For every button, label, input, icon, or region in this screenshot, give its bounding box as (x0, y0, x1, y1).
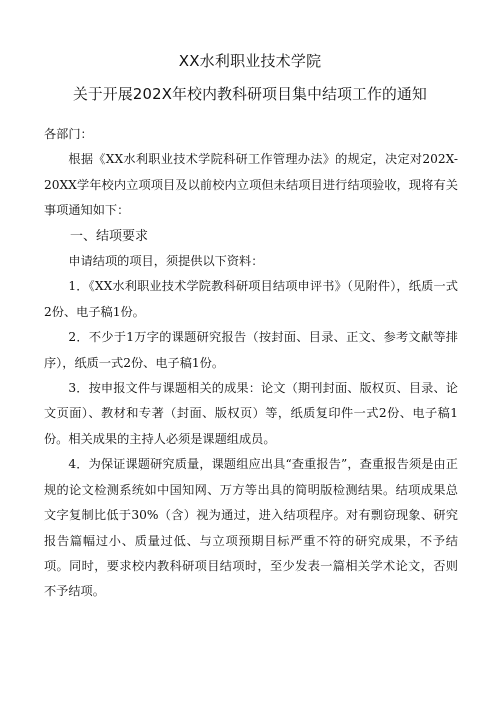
section-lead: 申请结项的项目，须提供以下资料： (68, 254, 264, 269)
school-name: XX水利职业技术学院 (178, 52, 322, 70)
list-item: 2．不少于1万字的课题研究报告（按封面、目录、正文、参考文献等排序），纸质一式2份、电子稿1份。 (44, 330, 458, 370)
section-heading-requirements: 一、结项要求 (70, 228, 149, 244)
notice-body (44, 122, 458, 605)
notice-title: 关于开展202X年校内教科研项目集中结项工作的通知 (72, 86, 428, 103)
intro-paragraph: 根据《XX水利职业技术学院科研工作管理办法》的规定，决定对202X-20XX学年校内立项项目及以前校内立项但未结项目进行结项验收，现将有关事项通知如下： (44, 152, 458, 218)
salutation: 各部门： (44, 127, 93, 141)
list-item: 4．为保证课题研究质量，课题组应出具“查重报告”，查重报告须是由正规的论文检测系统如中国知网、万方等出具的简明版检测结果。结项成果总文字复制比低于30%（含）视为通过，进入结项程序。对有剽窃现象、研究报告篇幅过小、质量过低、与立项预期目标严重不符的研究成果，不予结项。同时，要求校内教科研项目结项时，至少发表一篇相关学术论文，否则不予结项。 (44, 457, 458, 599)
list-item: 1．《XX水利职业技术学院教科研项目结项申评书》（见附件），纸质一式2份、电子稿1份。 (44, 279, 458, 319)
list-item: 3．按申报文件与课题相关的成果：论文（期刊封面、版权页、目录、论文页面）、教材和专著（封面、版权页）等，纸质复印件一式2份、电子稿1份。相关成果的主持人必须是课题组成员。 (44, 381, 458, 446)
